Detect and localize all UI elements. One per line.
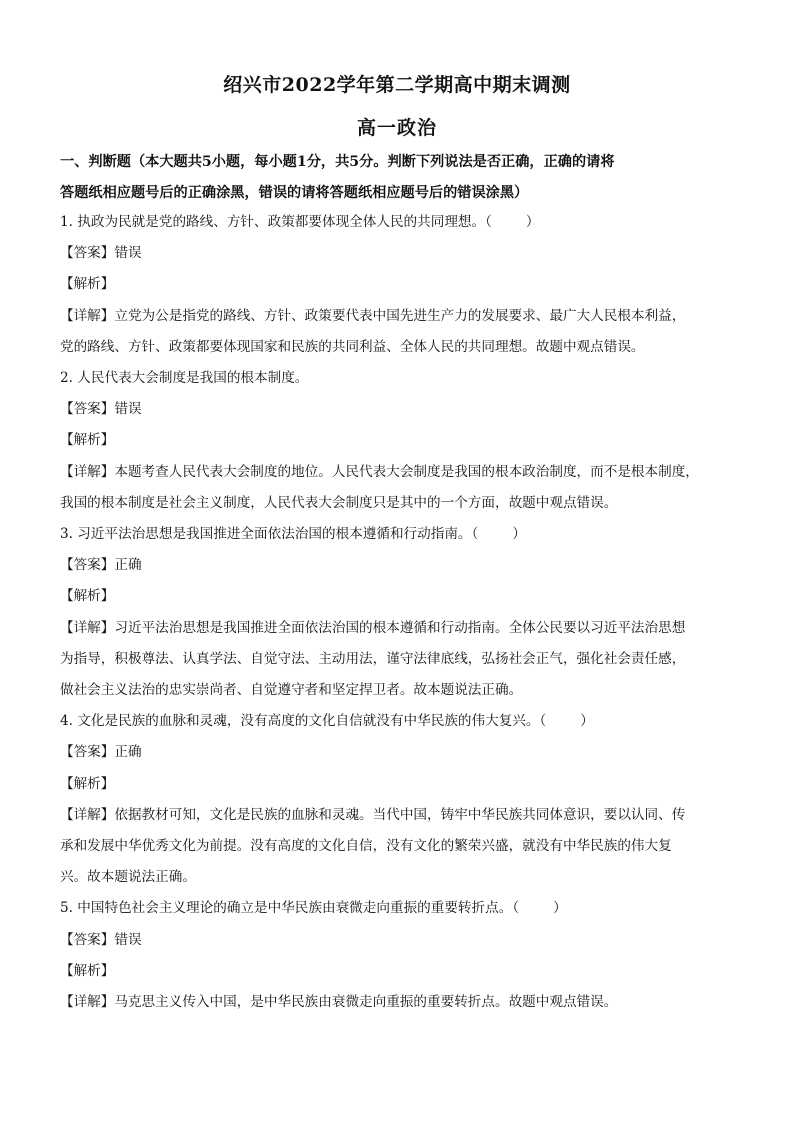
question-stem <box>60 893 740 924</box>
answer-value: 正确 <box>114 744 142 761</box>
detail-label: 【详解】 <box>60 806 115 823</box>
analysis-label: 【解析】 <box>60 276 115 293</box>
detail-label: 【详解】 <box>60 463 115 480</box>
answer-label: 【答案】 <box>60 401 115 418</box>
analysis-label: 【解析】 <box>60 588 115 605</box>
analysis-label: 【解析】 <box>60 962 115 979</box>
detail-line: 承和发展中华优秀文化为前提。没有高度的文化自信，没有文化的繁荣兴盛，就没有中华民族的伟大复 <box>60 838 672 855</box>
section-header-line: 一、判断题（本大题共5小题，每小题1分，共5分。判断下列说法是否正确，正确的请将 <box>60 154 615 170</box>
paren-open: （ <box>471 526 479 543</box>
detail-text: 马克思主义传入中国，是中华民族由衰微走向重振的重要转折点。故题中观点错误。 <box>114 994 618 1011</box>
detail-label: 【详解】 <box>60 994 115 1011</box>
paren-open: （ <box>539 713 547 730</box>
detail-line <box>60 613 740 644</box>
question-stem <box>60 706 740 737</box>
question-text: 3. 习近平法治思想是我国推进全面依法治国的根本遵循和行动指南。 <box>60 526 472 543</box>
detail-label: 【详解】 <box>60 619 115 636</box>
paren-open: （ <box>512 900 520 917</box>
page-title: 绍兴市2022学年第二学期高中期末调测 <box>223 74 571 96</box>
answer-value: 错误 <box>114 401 142 418</box>
detail-text: 依据教材可知，文化是民族的血脉和灵魂。当代中国，铸牢中华民族共同体意识，要以认同、传 <box>114 806 686 823</box>
detail-text: 立党为公是指党的路线、方针、政策要代表中国先进生产力的发展要求、最广大人民根本利益， <box>114 307 686 324</box>
answer-label: 【答案】 <box>60 931 115 948</box>
detail-line: 为指导，积极尊法、认真学法、自觉守法、主动用法，谨守法律底线，弘扬社会正气，强化社会责任感， <box>60 650 686 667</box>
question-stem <box>60 363 740 394</box>
section-header <box>60 147 740 209</box>
answer-value: 错误 <box>114 931 142 948</box>
question-text: 5. 中国特色社会主义理论的确立是中华民族由衰微走向重振的重要转折点。 <box>60 900 513 917</box>
detail-line <box>60 301 740 332</box>
answer-line <box>60 238 740 269</box>
question-text: 2. 人民代表大会制度是我国的根本制度。 <box>60 370 309 387</box>
section-header-line: 答题纸相应题号后的正确涂黑，错误的请将答题纸相应题号后的错误涂黑） <box>60 185 529 201</box>
detail-line: 我国的根本制度是社会主义制度，人民代表大会制度只是其中的一个方面，故题中观点错误。 <box>60 494 618 511</box>
answer-label: 【答案】 <box>60 557 115 574</box>
answer-line <box>60 737 740 768</box>
detail-line: 做社会主义法治的忠实崇尚者、自觉遵守者和坚定捍卫者。故本题说法正确。 <box>60 682 523 699</box>
paren-close: ） <box>512 526 526 543</box>
question-text: 1. 执政为民就是党的路线、方针、政策都要体现全体人民的共同理想。 <box>60 214 486 230</box>
detail-label: 【详解】 <box>60 307 115 324</box>
answer-line <box>60 550 740 581</box>
answer-label: 【答案】 <box>60 744 115 761</box>
answer-label: 【答案】 <box>60 245 115 262</box>
answer-value: 错误 <box>114 245 142 262</box>
detail-line: 兴。故本题说法正确。 <box>60 869 196 886</box>
detail-line <box>60 457 740 488</box>
detail-text: 本题考查人民代表大会制度的地位。人民代表大会制度是我国的根本政治制度，而不是根本制度， <box>114 463 699 480</box>
analysis-label: 【解析】 <box>60 775 115 792</box>
question-stem <box>60 207 740 238</box>
answer-line <box>60 394 740 425</box>
answer-line <box>60 925 740 956</box>
paren-close: ） <box>525 214 540 230</box>
detail-line <box>60 987 740 1018</box>
question-list <box>60 207 740 1018</box>
page-subtitle: 高一政治 <box>356 117 437 139</box>
detail-text: 习近平法治思想是我国推进全面依法治国的根本遵循和行动指南。全体公民要以习近平法治思想 <box>114 619 686 636</box>
paren-close: ） <box>553 900 567 917</box>
detail-line: 党的路线、方针、政策都要体现国家和民族的共同利益、全体人民的共同理想。故题中观点错误。 <box>60 338 645 355</box>
analysis-label: 【解析】 <box>60 432 115 449</box>
paren-close: ） <box>580 713 594 730</box>
question-text: 4. 文化是民族的血脉和灵魂，没有高度的文化自信就没有中华民族的伟大复兴。 <box>60 713 540 730</box>
paren-open: （ <box>485 214 492 230</box>
answer-value: 正确 <box>114 557 142 574</box>
question-stem <box>60 519 740 550</box>
detail-line <box>60 800 740 831</box>
